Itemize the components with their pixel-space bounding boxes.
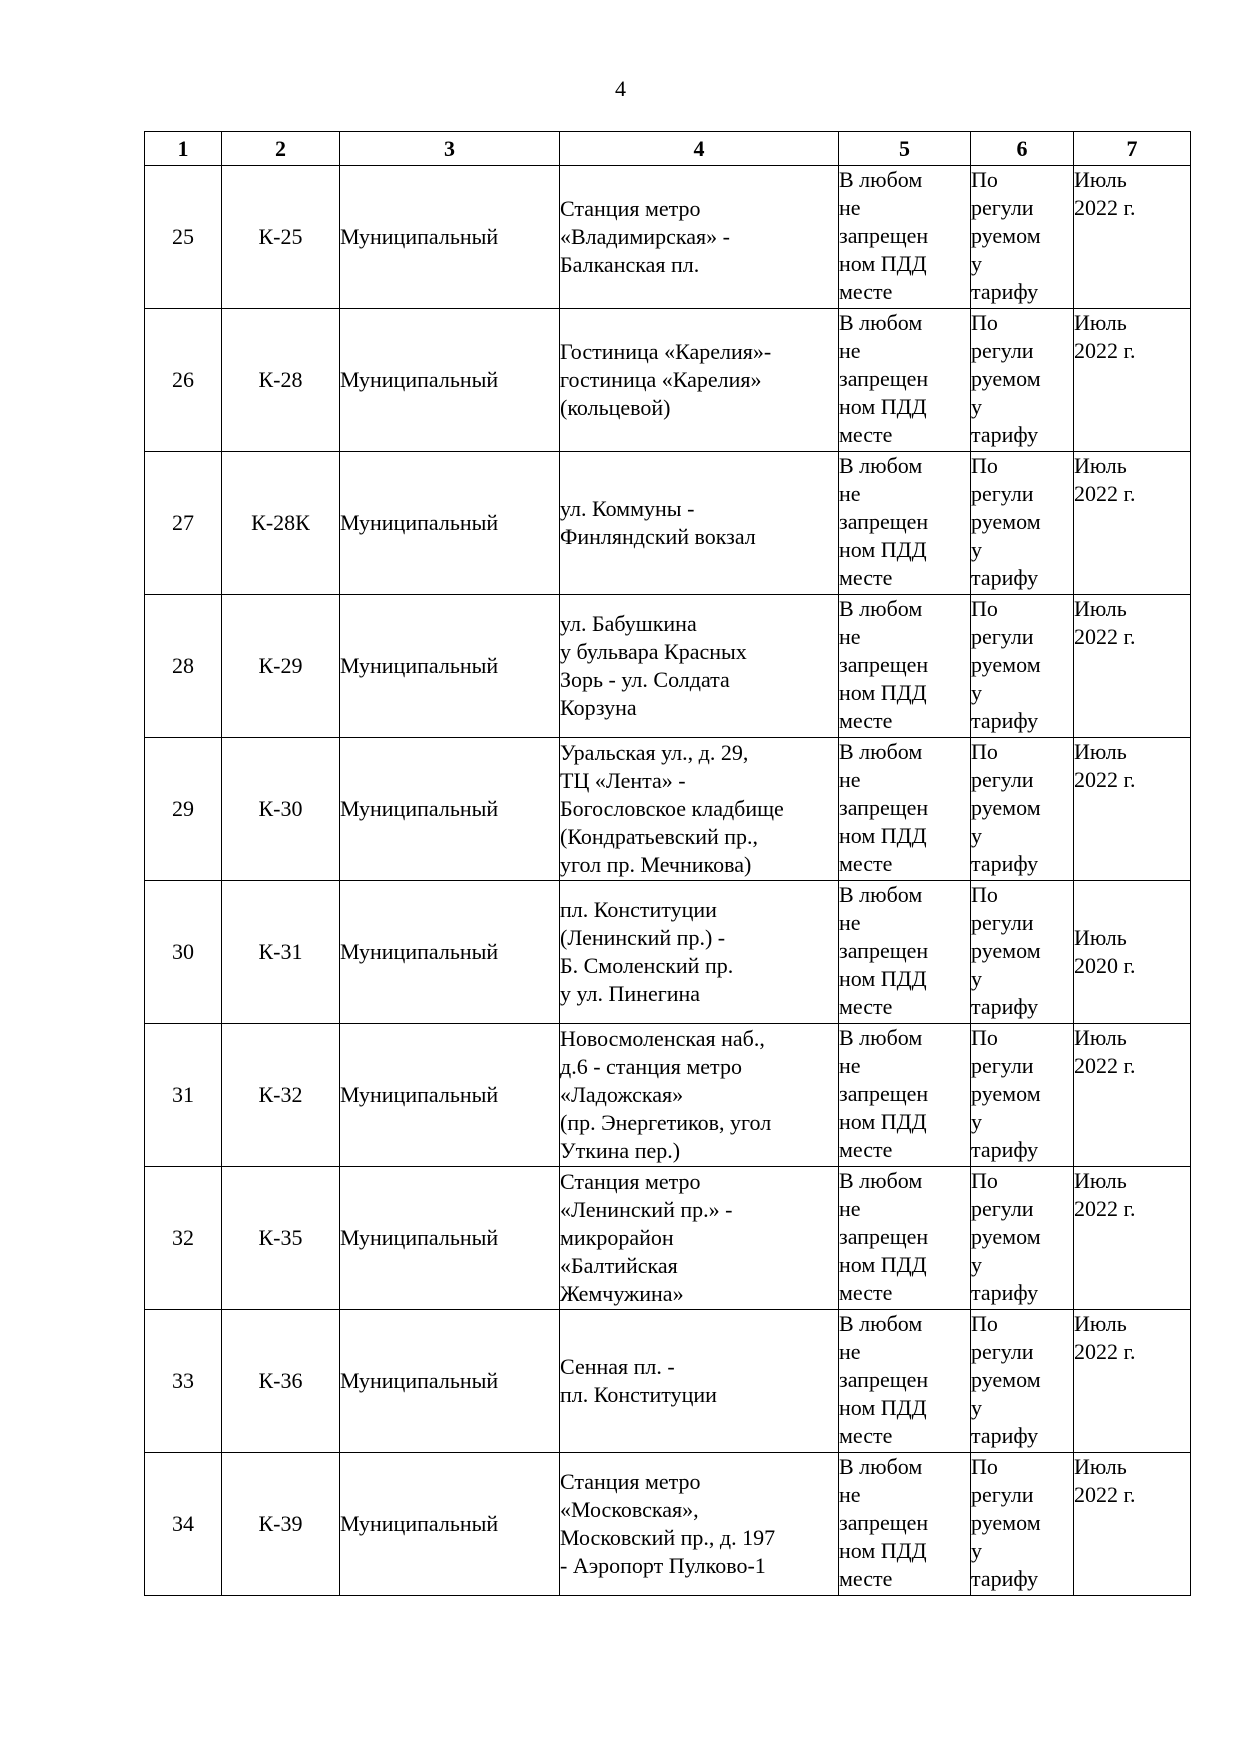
stop-procedure-cell: В любом не запрещен ном ПДД месте (839, 881, 971, 1024)
route-path-cell: Станция метро «Московская», Московский пр., д. 197 - Аэропорт Пулково-1 (560, 1453, 839, 1596)
table-row (145, 1167, 1191, 1310)
row-number-cell: 30 (145, 881, 222, 1024)
start-date-cell: Июль 2020 г. (1074, 881, 1191, 1024)
column-header: 3 (340, 132, 560, 166)
route-code-cell: К-29 (222, 595, 340, 738)
route-path-cell: Станция метро «Владимирская» - Балканская пл. (560, 166, 839, 309)
start-date-cell: Июль 2022 г. (1074, 309, 1191, 452)
row-number-cell: 25 (145, 166, 222, 309)
route-code-cell: К-31 (222, 881, 340, 1024)
tariff-type-cell: По регули руемом у тарифу (971, 1167, 1074, 1310)
table-row (145, 738, 1191, 881)
start-date-cell: Июль 2022 г. (1074, 1024, 1191, 1167)
row-number-cell: 34 (145, 1453, 222, 1596)
column-header: 4 (560, 132, 839, 166)
row-number-cell: 26 (145, 309, 222, 452)
start-date-cell: Июль 2022 г. (1074, 166, 1191, 309)
table-row (145, 595, 1191, 738)
column-header: 2 (222, 132, 340, 166)
row-number-cell: 29 (145, 738, 222, 881)
page-number: 4 (615, 76, 626, 101)
tariff-type-cell: По регули руемом у тарифу (971, 881, 1074, 1024)
column-header: 6 (971, 132, 1074, 166)
start-date-cell: Июль 2022 г. (1074, 1310, 1191, 1453)
stop-procedure-cell: В любом не запрещен ном ПДД месте (839, 309, 971, 452)
column-header: 5 (839, 132, 971, 166)
route-code-cell: К-25 (222, 166, 340, 309)
stop-procedure-cell: В любом не запрещен ном ПДД месте (839, 452, 971, 595)
start-date-cell: Июль 2022 г. (1074, 595, 1191, 738)
table-row (145, 1024, 1191, 1167)
tariff-type-cell: По регули руемом у тарифу (971, 1024, 1074, 1167)
start-date-cell: Июль 2022 г. (1074, 1453, 1191, 1596)
tariff-type-cell: По регули руемом у тарифу (971, 166, 1074, 309)
route-type-cell: Муниципальный (340, 1310, 560, 1453)
table-row (145, 166, 1191, 309)
tariff-type-cell: По регули руемом у тарифу (971, 452, 1074, 595)
route-path-cell: Гостиница «Карелия»- гостиница «Карелия» (кольцевой) (560, 309, 839, 452)
route-code-cell: К-36 (222, 1310, 340, 1453)
route-type-cell: Муниципальный (340, 1167, 560, 1310)
tariff-type-cell: По регули руемом у тарифу (971, 738, 1074, 881)
route-path-cell: пл. Конституции (Ленинский пр.) - Б. Смоленский пр. у ул. Пинегина (560, 881, 839, 1024)
route-path-cell: Уральская ул., д. 29, ТЦ «Лента» - Богословское кладбище (Кондратьевский пр., угол пр. Мечникова) (560, 738, 839, 881)
route-code-cell: К-30 (222, 738, 340, 881)
route-type-cell: Муниципальный (340, 1024, 560, 1167)
route-code-cell: К-28К (222, 452, 340, 595)
table-row (145, 1310, 1191, 1453)
start-date-cell: Июль 2022 г. (1074, 452, 1191, 595)
start-date-cell: Июль 2022 г. (1074, 1167, 1191, 1310)
stop-procedure-cell: В любом не запрещен ном ПДД месте (839, 1453, 971, 1596)
table-row (145, 881, 1191, 1024)
table-row (145, 1453, 1191, 1596)
route-code-cell: К-35 (222, 1167, 340, 1310)
stop-procedure-cell: В любом не запрещен ном ПДД месте (839, 738, 971, 881)
column-header: 1 (145, 132, 222, 166)
stop-procedure-cell: В любом не запрещен ном ПДД месте (839, 1167, 971, 1310)
tariff-type-cell: По регули руемом у тарифу (971, 1453, 1074, 1596)
route-type-cell: Муниципальный (340, 309, 560, 452)
route-path-cell: ул. Бабушкина у бульвара Красных Зорь - ул. Солдата Корзуна (560, 595, 839, 738)
routes-table (144, 131, 1191, 1596)
row-number-cell: 33 (145, 1310, 222, 1453)
table-row (145, 309, 1191, 452)
stop-procedure-cell: В любом не запрещен ном ПДД месте (839, 166, 971, 309)
route-code-cell: К-32 (222, 1024, 340, 1167)
route-path-cell: Новосмоленская наб., д.6 - станция метро «Ладожская» (пр. Энергетиков, угол Уткина пер.) (560, 1024, 839, 1167)
route-type-cell: Муниципальный (340, 452, 560, 595)
route-code-cell: К-39 (222, 1453, 340, 1596)
header-row (145, 132, 1191, 166)
table-row (145, 452, 1191, 595)
route-type-cell: Муниципальный (340, 166, 560, 309)
row-number-cell: 32 (145, 1167, 222, 1310)
tariff-type-cell: По регули руемом у тарифу (971, 595, 1074, 738)
route-code-cell: К-28 (222, 309, 340, 452)
route-path-cell: ул. Коммуны - Финляндский вокзал (560, 452, 839, 595)
tariff-type-cell: По регули руемом у тарифу (971, 309, 1074, 452)
route-type-cell: Муниципальный (340, 1453, 560, 1596)
stop-procedure-cell: В любом не запрещен ном ПДД месте (839, 1024, 971, 1167)
route-type-cell: Муниципальный (340, 881, 560, 1024)
stop-procedure-cell: В любом не запрещен ном ПДД месте (839, 595, 971, 738)
route-type-cell: Муниципальный (340, 738, 560, 881)
row-number-cell: 31 (145, 1024, 222, 1167)
column-header: 7 (1074, 132, 1191, 166)
route-type-cell: Муниципальный (340, 595, 560, 738)
route-path-cell: Станция метро «Ленинский пр.» - микрорайон «Балтийская Жемчужина» (560, 1167, 839, 1310)
start-date-cell: Июль 2022 г. (1074, 738, 1191, 881)
route-path-cell: Сенная пл. - пл. Конституции (560, 1310, 839, 1453)
row-number-cell: 28 (145, 595, 222, 738)
tariff-type-cell: По регули руемом у тарифу (971, 1310, 1074, 1453)
row-number-cell: 27 (145, 452, 222, 595)
stop-procedure-cell: В любом не запрещен ном ПДД месте (839, 1310, 971, 1453)
